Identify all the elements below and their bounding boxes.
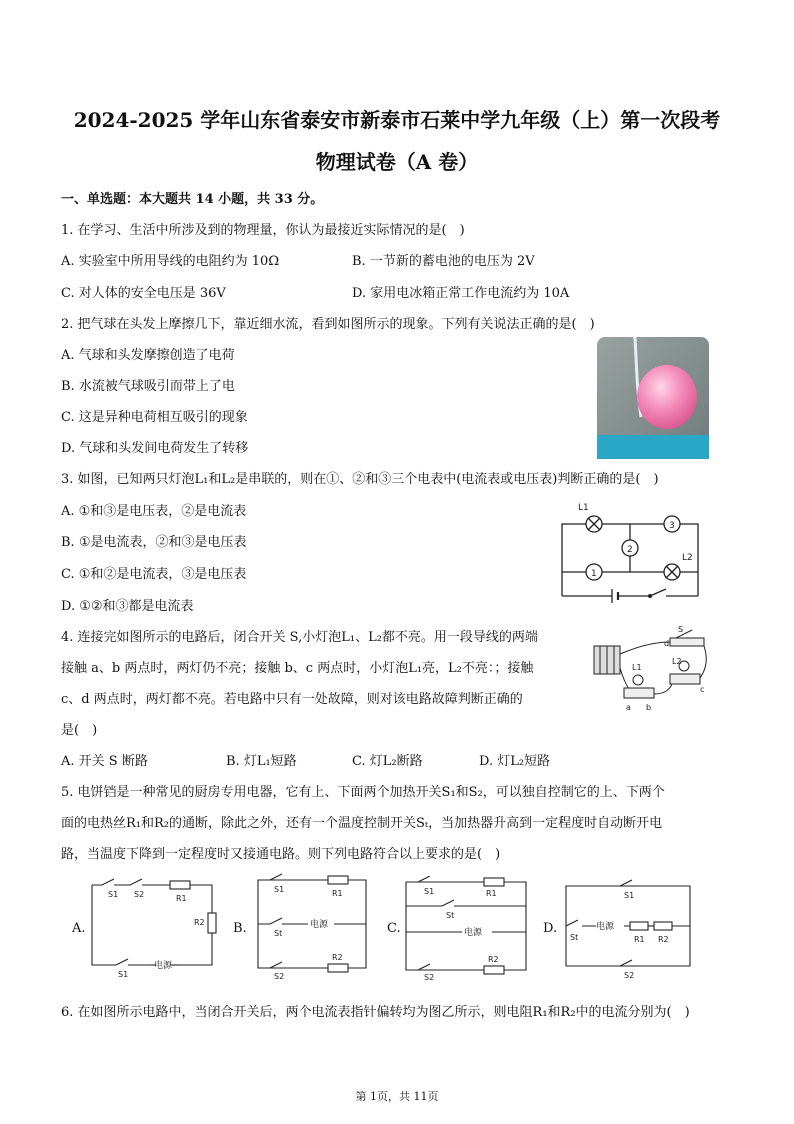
page-footer: 第 1页，共 11页: [355, 1090, 439, 1103]
q1-option-d: D. 家用电冰箱正常工作电流约为 10A: [352, 286, 570, 301]
q5b-s1: S1: [274, 885, 285, 894]
q5b-st: St: [274, 929, 283, 938]
q1-option-b: B. 一节新的蓄电池的电压为 2V: [352, 254, 535, 269]
q5-option-b-label: B.: [233, 921, 247, 936]
balloon-photo: [597, 337, 709, 459]
q4-fig-l1: L1: [632, 663, 642, 672]
q5d-src: 电源: [596, 922, 615, 932]
q4-option-c: C. 灯L₂断路: [352, 754, 423, 769]
q4-line1: 4. 连接完如图所示的电路后，闭合开关 S,小灯泡L₁、L₂都不亮。用一段导线的两端: [61, 630, 538, 645]
q5-circuit-b: [248, 872, 376, 980]
q5-circuit-a: [88, 875, 218, 979]
q4-line3: c、d 两点时，两灯都不亮。若电路中只有一处故障，则对该电路故障判断正确的: [61, 692, 523, 707]
q4-fig-c: c: [700, 685, 705, 694]
q2-option-d: D. 气球和头发间电荷发生了转移: [61, 441, 249, 456]
q3-option-c: C. ①和②是电流表，③是电压表: [61, 567, 247, 582]
q4-fig-d: d: [664, 639, 670, 648]
q5d-st: St: [570, 933, 579, 942]
q3-fig-l2: L2: [682, 553, 693, 563]
q5b-src: 电源: [310, 920, 329, 930]
q5c-st: St: [446, 911, 455, 920]
q5a-r2: R2: [194, 918, 205, 927]
exam-title-line1: 2024-2025 学年山东省泰安市新泰市石莱中学九年级（上）第一次段考: [73, 108, 721, 132]
q2-option-b: B. 水流被气球吸引而带上了电: [61, 379, 235, 394]
q4-option-b: B. 灯L₁短路: [226, 754, 297, 769]
q5c-r1: R1: [486, 889, 497, 898]
q4-fig-a: a: [626, 703, 631, 712]
q5d-r1: R1: [634, 935, 645, 944]
q1-stem: 1. 在学习、生活中所涉及到的物理量，你认为最接近实际情况的是( ): [61, 223, 465, 238]
q3-option-d: D. ①②和③都是电流表: [61, 599, 194, 614]
q5a-s2: S2: [134, 890, 145, 899]
q5d-s1: S1: [624, 891, 635, 900]
q4-fig-s: S: [678, 625, 684, 634]
q4-line4: 是( ): [61, 723, 98, 738]
q5-line2: 面的电热丝R₁和R₂的通断，除此之外，还有一个温度控制开关Sₜ，当加热器升高到一定程度时自动断开电: [61, 816, 663, 831]
q5c-r2: R2: [488, 955, 499, 964]
q5-circuit-d: [560, 876, 700, 980]
q5-line1: 5. 电饼铛是一种常见的厨房专用电器，它有上、下面两个加热开关S₁和S₂，可以独自控制它的上、下两个: [61, 785, 665, 800]
q3-option-b: B. ①是电流表，②和③是电压表: [61, 535, 247, 550]
q5-circuit-c: [402, 876, 532, 980]
q4-fig-l2: L2: [672, 657, 682, 666]
q3-fig-m1: 1: [591, 569, 597, 579]
q4-line2: 接触 a、b 两点时，两灯仍不亮；接触 b、c 两点时，小灯泡L₁亮，L₂不亮：；接触: [61, 661, 534, 676]
q4-fig-b: b: [646, 703, 652, 712]
q1-option-a: A. 实验室中所用导线的电阻约为 10Ω: [61, 254, 280, 269]
q5d-r2: R2: [658, 935, 669, 944]
q5a-s1: S1: [108, 890, 119, 899]
q5-line3: 路，当温度下降到一定程度时又接通电路。则下列电路符合以上要求的是( ): [61, 847, 501, 862]
q3-fig-m3: 3: [669, 521, 675, 531]
q2-option-c: C. 这是异种电荷相互吸引的现象: [61, 410, 248, 425]
q5c-src: 电源: [464, 928, 483, 938]
q4-option-d: D. 灯L₂短路: [479, 754, 551, 769]
q5a-src: 电源: [154, 961, 173, 971]
q5c-s2: S2: [424, 973, 435, 980]
q5a-r1: R1: [176, 894, 187, 903]
q2-option-a: A. 气球和头发摩擦创造了电荷: [61, 348, 235, 363]
q3-fig-l1: L1: [578, 503, 589, 513]
q5b-r2: R2: [332, 953, 343, 962]
q5d-s2: S2: [624, 971, 635, 980]
q3-circuit-diagram: [554, 496, 714, 606]
q5-option-a-label: A.: [72, 921, 86, 936]
q5c-s1: S1: [424, 887, 435, 896]
q1-option-c: C. 对人体的安全电压是 36V: [61, 286, 226, 301]
q4-option-a: A. 开关 S 断路: [61, 754, 148, 769]
q5b-r1: R1: [332, 889, 343, 898]
q3-stem: 3. 如图，已知两只灯泡L₁和L₂是串联的，则在①、②和③三个电表中(电流表或电压表)判断正确的是( ): [61, 472, 659, 487]
q5-option-d-label: D.: [543, 921, 558, 936]
q3-option-a: A. ①和③是电压表，②是电流表: [61, 504, 247, 519]
exam-title-line2: 物理试卷（A 卷）: [315, 150, 479, 174]
q2-stem: 2. 把气球在头发上摩擦几下，靠近细水流，看到如图所示的现象。下列有关说法正确的是( ): [61, 317, 595, 332]
q3-fig-m2: 2: [627, 545, 633, 555]
q5-option-c-label: C.: [387, 921, 401, 936]
q4-circuit-photo: [588, 624, 714, 714]
section-heading: 一、单选题：本大题共 14 小题，共 33 分。: [61, 192, 324, 207]
q5a-s1b: S1: [118, 970, 129, 979]
q5b-s2: S2: [274, 972, 285, 980]
q6-stem: 6. 在如图所示电路中，当闭合开关后，两个电流表指针偏转均为图乙所示，则电阻R₁和R₂中的电流分别为( ): [61, 1005, 690, 1020]
